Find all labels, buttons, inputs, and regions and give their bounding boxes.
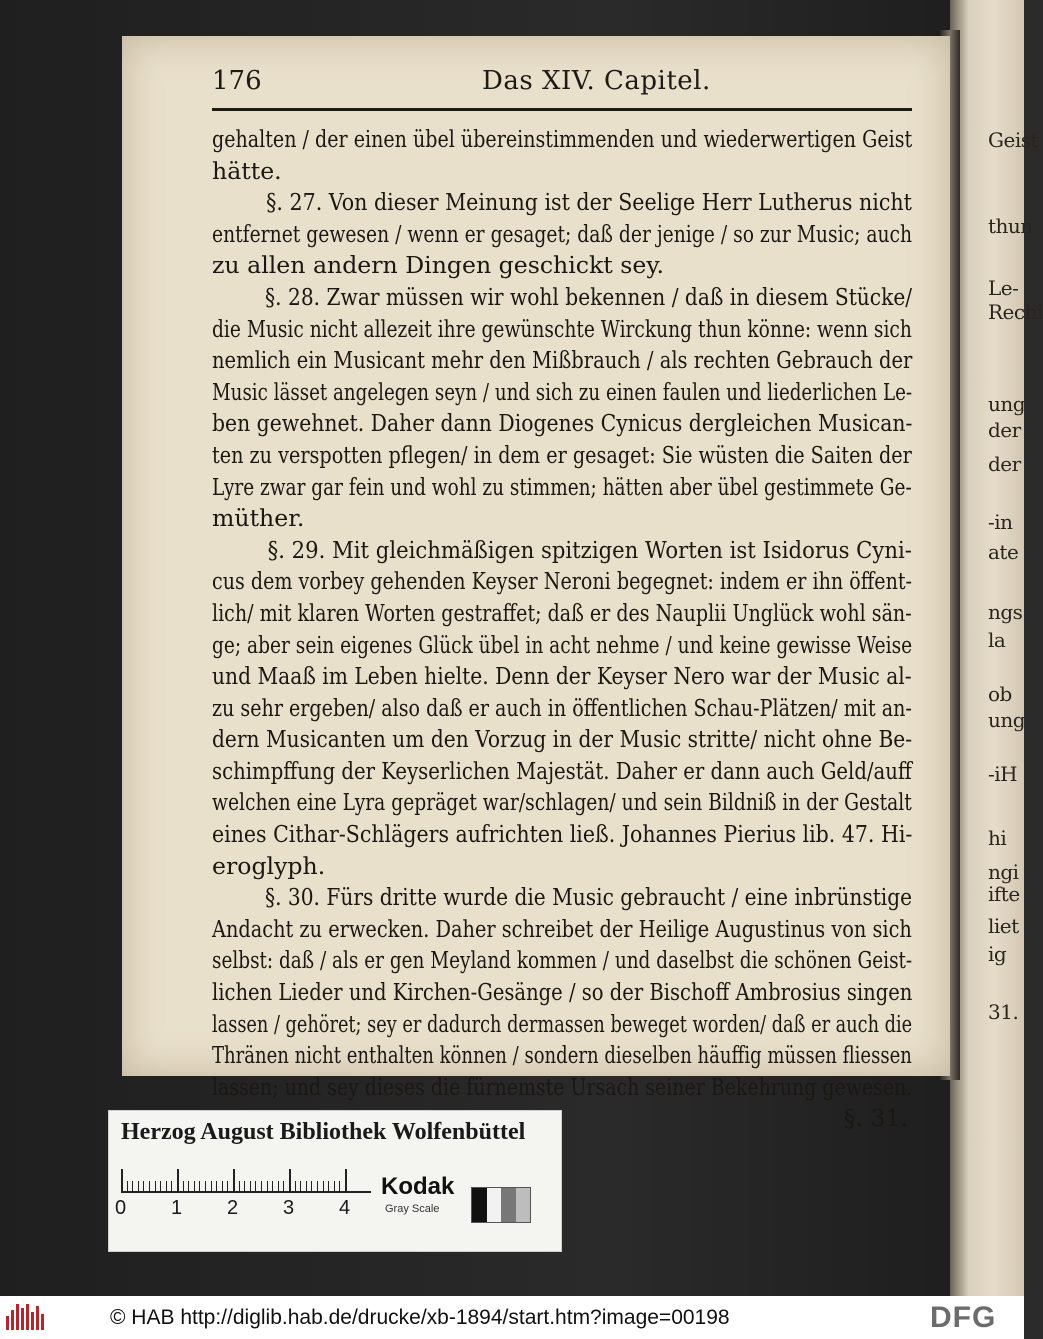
text-line: schimpffung der Keyserlichen Majestät. Daher er dann auch Geld/auff [212, 756, 912, 785]
text-line: eroglyph. [212, 851, 326, 880]
facing-page-fragment: 31. [988, 1000, 1019, 1024]
facing-page-fragment: ung [988, 392, 1026, 416]
text-line: eines Cithar-Schlägers aufrichten ließ. Johannes Pierius lib. 47. Hi- [212, 820, 913, 849]
text-line: lichen Lieder und Kirchen-Gesänge / so der Bischoff Ambrosius singen [212, 978, 913, 1007]
text-line: hätte. [212, 156, 282, 185]
ruler-tick [311, 1181, 312, 1191]
ruler-number: 3 [283, 1197, 295, 1219]
ruler-tick [345, 1169, 347, 1191]
text-line: ben gewehnet. Daher dann Diogenes Cynicus dergleichen Musican- [212, 409, 913, 438]
facing-page-fragment: ob [988, 682, 1012, 706]
facing-page-fragment: ig [988, 942, 1007, 966]
text-line: entfernet gewesen / wenn er gesaget; daß der jenige / so zur Music; auch [212, 219, 913, 248]
text-line: gehalten / der einen übel übereinstimmenden und wiederwertigen Geist [212, 125, 913, 153]
text-line: §. 31. [843, 1104, 908, 1133]
text-line: §. 27. Von dieser Meinung ist der Seelige Herr Lutherus nicht [266, 188, 912, 217]
text-line: lich/ mit klaren Worten gestraffet; daß er des Nauplii Unglück wohl sän- [212, 598, 912, 627]
text-line: Music lässet angelegen seyn / und sich zu einen faulen und liederlichen Le- [212, 377, 913, 406]
facing-page-fragment: hi [988, 826, 1007, 850]
ruler-tick [261, 1181, 262, 1191]
ruler-tick [250, 1181, 251, 1191]
text-line: lassen / gehöret; sey er dadurch dermassen beweget worden/ daß er auch die [212, 1009, 913, 1038]
dfg-logo: DFG [930, 1301, 997, 1334]
facing-page-strip [950, 0, 1043, 1296]
viewer-footer [0, 1296, 1024, 1339]
ruler-tick [267, 1181, 268, 1191]
ruler-tick [317, 1181, 318, 1191]
text-line: ge; aber sein eigenes Glück übel in acht nehme / und keine gewisse Weise [212, 630, 913, 659]
ruler-tick [177, 1169, 179, 1191]
ruler-tick [227, 1181, 228, 1191]
ruler-tick [306, 1181, 307, 1191]
text-line: §. 28. Zwar müssen wir wohl bekennen / daß in diesem Stücke/ [265, 282, 913, 311]
ruler-tick [278, 1181, 279, 1191]
facing-page-fragment: -in [988, 510, 1013, 534]
ruler-tick [233, 1169, 235, 1191]
ruler-tick [194, 1181, 195, 1191]
hab-logo-icon [6, 1304, 46, 1330]
page-header [212, 66, 912, 106]
body-text [212, 124, 912, 1135]
ruler-tick [143, 1181, 144, 1191]
ruler-tick [244, 1181, 245, 1191]
text-line: Lyre zwar gar fein und wohl zu stimmen; hätten aber übel gestimmete Ge- [212, 472, 912, 501]
ruler-number: 2 [227, 1197, 239, 1219]
ruler-number: 0 [115, 1197, 127, 1219]
ruler-tick [222, 1181, 223, 1191]
ruler-tick [121, 1169, 123, 1191]
facing-page-fragment: liet [988, 914, 1019, 938]
text-line: lassen; und sey dieses die fürnemste Ursach seiner Bekehrung gewesen. [212, 1072, 913, 1101]
text-line: die Music nicht allezeit ihre gewünschte Wirckung thun könne: wenn sich [212, 314, 912, 343]
facing-page-fragment: ngs [988, 600, 1023, 624]
ruler-tick [155, 1181, 156, 1191]
ruler-tick [138, 1181, 139, 1191]
running-head: Das XIV. Capitel. [482, 66, 711, 96]
ruler-tick [166, 1181, 167, 1191]
text-line: §. 30. Fürs dritte wurde die Music gebraucht / eine inbrünstige [264, 883, 913, 912]
kodak-gray-scale-label: Gray Scale [385, 1203, 440, 1215]
facing-page-fragment: Le- [988, 276, 1019, 300]
facing-page-fragment: ung [988, 708, 1026, 732]
facing-page-fragment: Rechi [988, 300, 1043, 324]
ruler-tick [334, 1181, 335, 1191]
text-line: cus dem vorbey gehenden Keyser Neroni begegnet: indem er ihn öffent- [212, 567, 913, 596]
text-line: nemlich ein Musicant mehr den Mißbrauch / als rechten Gebrauch der [212, 346, 913, 375]
text-line: selbst: daß / als er gen Meyland kommen / und daselbst die schönen Geist- [212, 946, 913, 975]
gray-scale-patches [471, 1187, 531, 1223]
library-name: Herzog August Bibliothek Wolfenbüttel [121, 1119, 526, 1145]
ruler-tick [149, 1181, 150, 1191]
ruler-tick [323, 1181, 324, 1191]
facing-page-fragment: la [988, 628, 1006, 652]
ruler-tick [283, 1181, 284, 1191]
color-calibration-card [108, 1110, 562, 1252]
ruler-tick [211, 1181, 212, 1191]
text-line: §. 29. Mit gleichmäßigen spitzigen Worten ist Isidorus Cyni- [267, 535, 912, 564]
kodak-brand: Kodak [381, 1173, 455, 1200]
ruler-tick [183, 1181, 184, 1191]
facing-page-fragment: ate [988, 540, 1019, 564]
facing-page-fragment: -iH [988, 762, 1018, 786]
text-line: dern Musicanten um den Vorzug in der Music stritte/ nicht ohne Be- [212, 725, 913, 754]
ruler-tick [199, 1181, 200, 1191]
facing-page-fragment: der [988, 418, 1021, 442]
facing-page-fragment: thun [988, 214, 1033, 238]
ruler-number: 4 [339, 1197, 351, 1219]
ruler-tick [289, 1169, 291, 1191]
facing-page-fragment: ifte [988, 882, 1020, 906]
text-line: müther. [212, 504, 305, 533]
text-line: Andacht zu erwecken. Daher schreibet der Heilige Augustinus von sich [212, 914, 912, 943]
text-line: welchen eine Lyra gepräget war/schlagen/ und sein Bildniß in der Gestalt [212, 788, 912, 817]
ruler-tick [171, 1181, 172, 1191]
scale-ruler [121, 1165, 371, 1193]
ruler-tick [188, 1181, 189, 1191]
text-line: ten zu verspotten pflegen/ in dem er gesaget: Sie wüsten die Saiten der [212, 440, 912, 469]
ruler-number: 1 [171, 1197, 183, 1219]
text-line: Thränen nicht enthalten können / sondern dieselben häuffig müssen fliessen [212, 1041, 912, 1070]
text-line: und Maaß im Leben hielte. Denn der Keyser Nero war der Music al- [212, 662, 912, 691]
text-line: zu sehr ergeben/ also daß er auch in öffentlichen Schau-Plätzen/ mit an- [212, 693, 912, 722]
ruler-tick [239, 1181, 240, 1191]
ruler-tick [216, 1181, 217, 1191]
ruler-tick [160, 1181, 161, 1191]
source-url-link[interactable]: © HAB http://diglib.hab.de/drucke/xb-1894/start.htm?image=00198 [110, 1306, 730, 1329]
ruler-tick [295, 1181, 296, 1191]
facing-page-fragment: ngi [988, 860, 1019, 884]
text-line: zu allen andern Dingen geschickt sey. [212, 251, 665, 280]
ruler-tick [272, 1181, 273, 1191]
ruler-tick [300, 1181, 301, 1191]
ruler-tick [205, 1181, 206, 1191]
page-number: 176 [212, 66, 262, 96]
facing-page-fragment: Geist [988, 128, 1039, 152]
ruler-tick [328, 1181, 329, 1191]
facing-page-fragment: der [988, 452, 1021, 476]
ruler-tick [255, 1181, 256, 1191]
header-rule [212, 108, 912, 111]
ruler-tick [127, 1181, 128, 1191]
ruler-tick [132, 1181, 133, 1191]
ruler-tick [339, 1181, 340, 1191]
